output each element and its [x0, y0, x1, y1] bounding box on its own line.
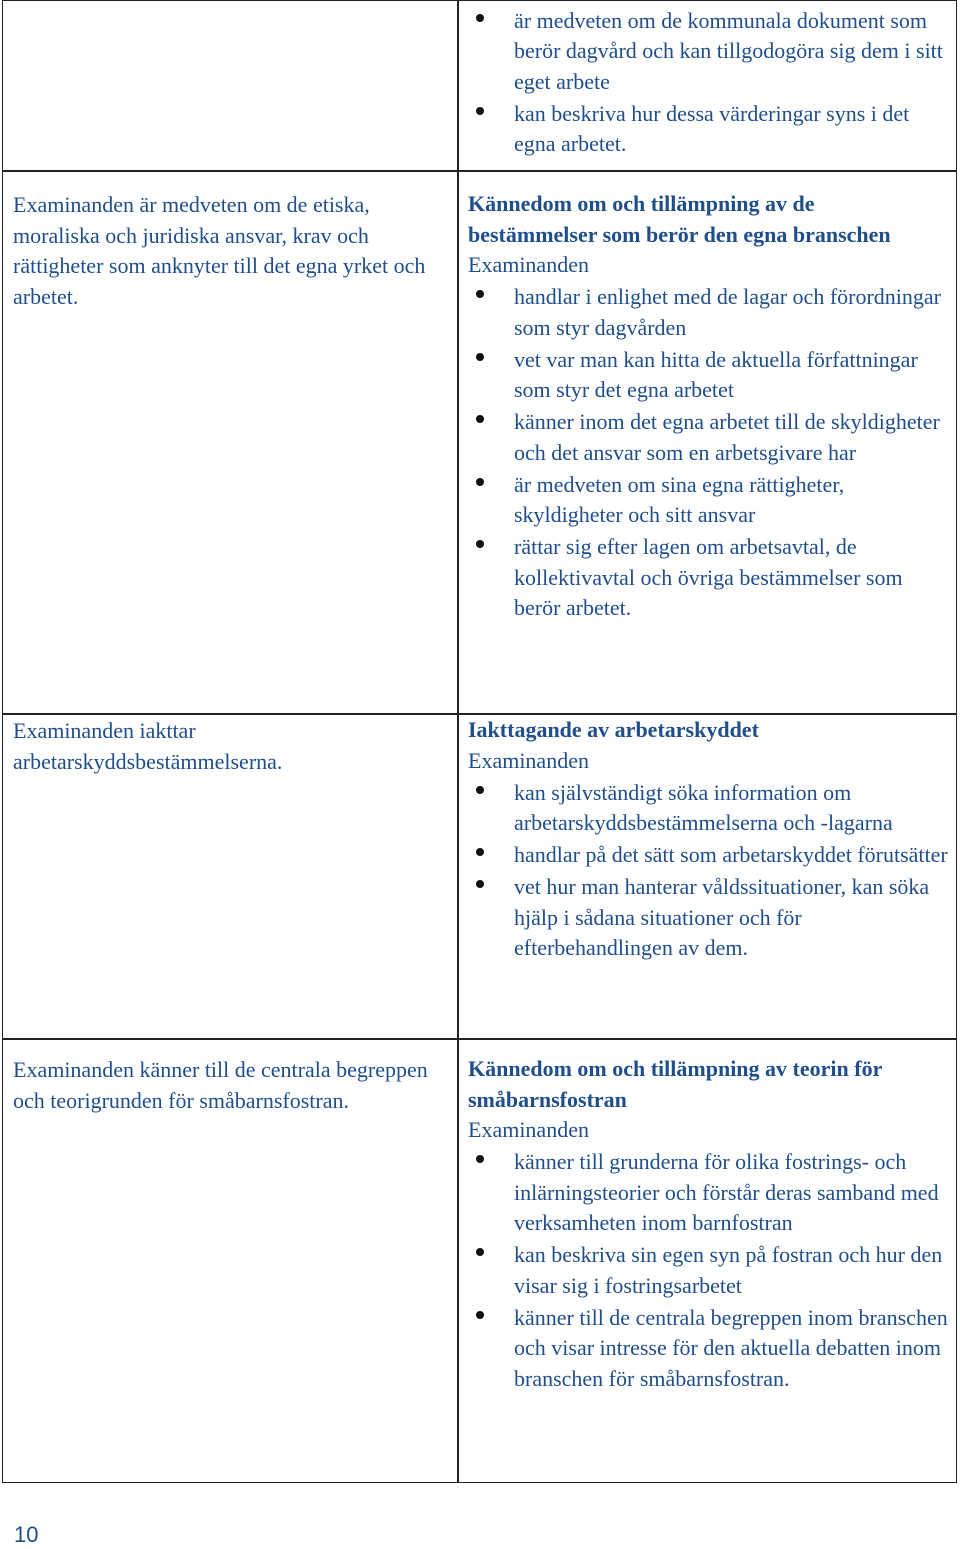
section-intro: Examinanden — [468, 747, 589, 773]
section-intro: Examinanden — [468, 1117, 589, 1142]
list-item: känner till grunderna för olika fostrings- och inlärningsteorier och förstår deras samband med verksamheten inom barnfostran — [468, 1147, 948, 1239]
list-item: vet hur man hanterar våldssituationer, kan söka hjälp i sådana situationer och för efterbehandlingen av dem. — [468, 872, 948, 964]
top-bullet-list — [468, 6, 948, 160]
list-item: kan självständigt söka information om arbetarskyddsbestämmelserna och -lagarna — [468, 778, 948, 839]
bullet-icon — [476, 540, 484, 548]
left-cell-safety — [13, 716, 443, 777]
section-heading: Iakttagande av arbetarskyddet — [468, 717, 759, 742]
bullet-list — [468, 282, 948, 624]
bullet-list — [468, 1147, 948, 1394]
list-item: kan beskriva hur dessa värderingar syns i det egna arbetet. — [468, 99, 948, 160]
bullet-icon — [476, 14, 484, 22]
list-item: vet var man kan hitta de aktuella författningar som styr det egna arbetet — [468, 345, 948, 406]
row-divider-1 — [2, 170, 957, 172]
list-item: är medveten om de kommunala dokument som berör dagvård och kan tillgodogöra sig dem i sitt eget arbete — [468, 6, 948, 98]
bullet-icon — [476, 107, 484, 115]
bullet-icon — [476, 1155, 484, 1163]
left-cell-theory — [13, 1055, 443, 1116]
list-item: rättar sig efter lagen om arbetsavtal, de kollektivavtal och övriga bestämmelser som berör arbetet. — [468, 532, 948, 624]
list-item: känner inom det egna arbetet till de skyldigheter och det ansvar som en arbetsgivare har — [468, 407, 948, 468]
left-text-theory: Examinanden känner till de centrala begreppen och teorigrunden för småbarnsfostran. — [13, 1057, 428, 1113]
bullet-icon — [476, 290, 484, 298]
list-item: känner till de centrala begreppen inom branschen och visar intresse för den aktuella debatten inom branschen för småbarnsfostran. — [468, 1303, 948, 1395]
section-intro: Examinanden — [468, 252, 589, 277]
page-number: 10 — [14, 1522, 39, 1547]
left-cell-ethics — [13, 190, 443, 312]
bullet-icon — [476, 353, 484, 361]
list-item: kan beskriva sin egen syn på fostran och hur den visar sig i fostringsarbetet — [468, 1240, 948, 1301]
list-item: handlar på det sätt som arbetarskyddet förutsätter — [468, 840, 948, 871]
bullet-icon — [476, 1248, 484, 1256]
section-heading: Kännedom om och tillämpning av de bestämmelser som berör den egna branschen — [468, 191, 891, 247]
right-cell-theory — [468, 1054, 948, 1394]
right-cell-safety — [468, 715, 948, 964]
list-item: är medveten om sina egna rättigheter, skyldigheter och sitt ansvar — [468, 470, 948, 531]
column-divider — [457, 0, 459, 1483]
bullet-icon — [476, 415, 484, 423]
right-cell-top — [468, 4, 948, 160]
bullet-list — [468, 778, 948, 964]
bullet-icon — [476, 880, 484, 888]
section-heading: Kännedom om och tillämpning av teorin för småbarnsfostran — [468, 1056, 882, 1112]
list-item: handlar i enlighet med de lagar och förordningar som styr dagvården — [468, 282, 948, 343]
row-divider-3 — [2, 1038, 957, 1040]
bullet-icon — [476, 786, 484, 794]
right-cell-regulations — [468, 189, 948, 624]
left-text-safety: Examinanden iakttar arbetarskyddsbestämmelserna. — [13, 718, 283, 774]
bullet-icon — [476, 848, 484, 856]
left-text-ethics: Examinanden är medveten om de etiska, moraliska och juridiska ansvar, krav och rättigheter som anknyter till det egna yrket och arbetet. — [13, 192, 426, 309]
bullet-icon — [476, 1311, 484, 1319]
bullet-icon — [476, 478, 484, 486]
